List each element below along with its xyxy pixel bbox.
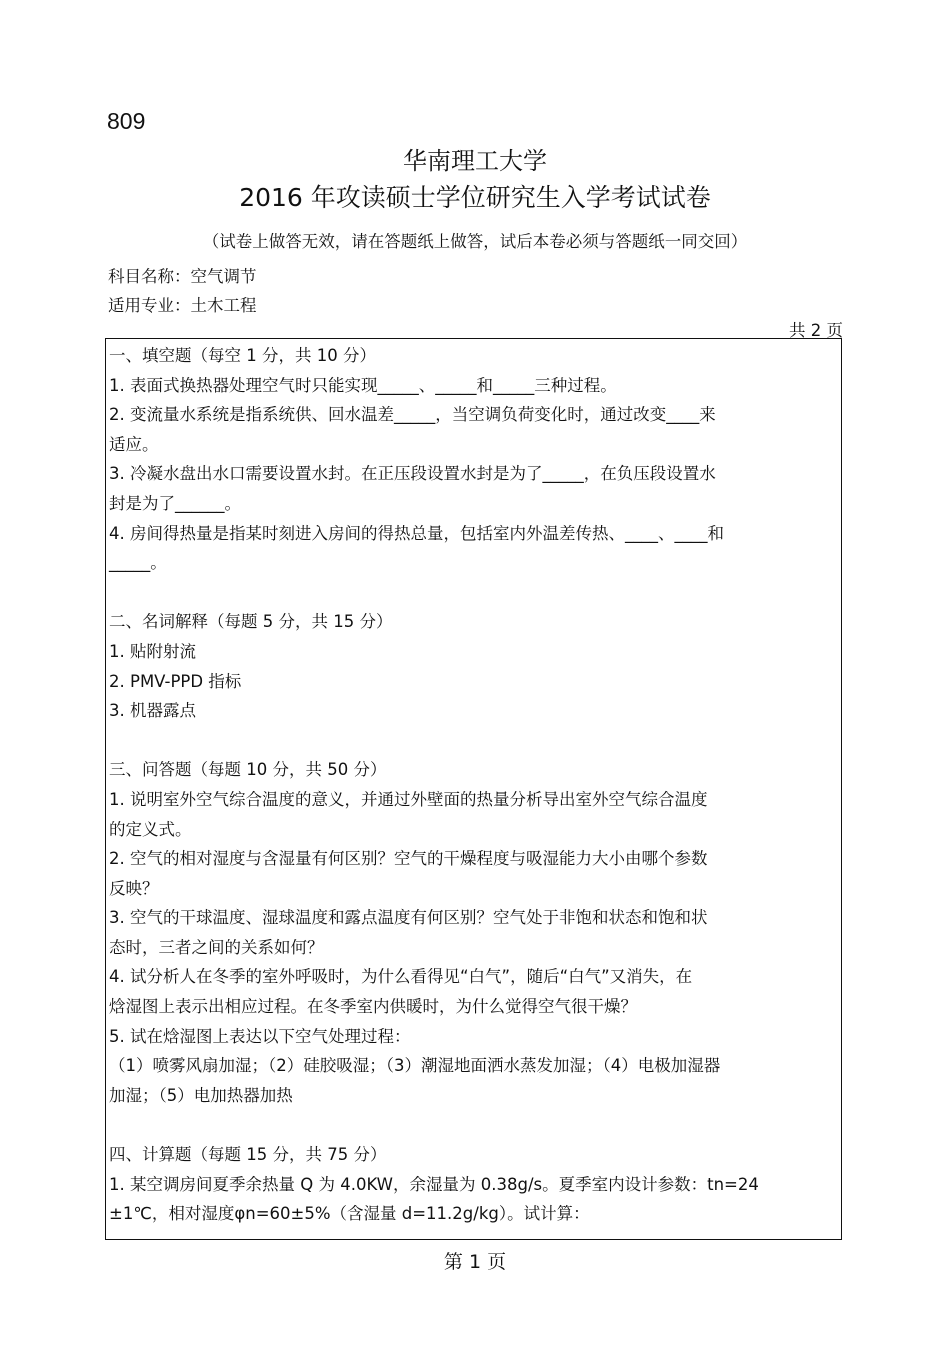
question-line: 2. 空气的相对湿度与含湿量有何区别？空气的干燥程度与吸湿能力大小由哪个参数 xyxy=(109,849,708,869)
question-line: 的定义式。 xyxy=(109,819,192,839)
section-heading: 二、名词解释（每题 5 分，共 15 分） xyxy=(109,612,393,632)
section-spacer xyxy=(109,578,838,608)
section-spacer xyxy=(109,1110,838,1140)
question-line: 1. 贴附射流 xyxy=(109,641,196,661)
question-line: 2. PMV-PPD 指标 xyxy=(109,671,242,691)
section-heading: 一、填空题（每空 1 分，共 10 分） xyxy=(109,346,376,365)
question-line: 3. 机器露点 xyxy=(109,701,196,721)
section-heading: 三、问答题（每题 10 分，共 50 分） xyxy=(109,760,387,780)
question-line: 3. 冷凝水盘出水口需要设置水封。在正压段设置水封是为了_____，在负压段设置水 xyxy=(109,464,716,484)
section-spacer xyxy=(109,726,838,756)
question-line: 封是为了______。 xyxy=(109,493,241,513)
subject-name: 科目名称：空气调节 xyxy=(108,267,257,286)
question-line: 态时，三者之间的关系如何？ xyxy=(109,937,324,957)
question-line: 4. 房间得热量是指某时刻进入房间的得热总量，包括室内外温差传热、____、____和 xyxy=(109,523,724,543)
total-pages: 共 2 页 xyxy=(789,321,843,340)
university-name: 华南理工大学 xyxy=(403,147,547,175)
section-heading: 四、计算题（每题 15 分，共 75 分） xyxy=(109,1145,387,1165)
question-line: 焓湿图上表示出相应过程。在冬季室内供暖时，为什么觉得空气很干燥？ xyxy=(109,997,637,1017)
question-line: 4. 试分析人在冬季的室外呼吸时，为什么看得见“白气”，随后“白气”又消失，在 xyxy=(109,967,693,987)
question-line: 1. 某空调房间夏季余热量 Q 为 4.0KW，余湿量为 0.38g/s。夏季室内设计参数：tn=24 xyxy=(109,1174,759,1194)
question-box xyxy=(105,338,842,1240)
question-line: 适应。 xyxy=(109,434,159,454)
question-line: （1）喷雾风扇加湿；（2）硅胶吸湿；（3）潮湿地面洒水蒸发加湿；（4）电极加湿器 xyxy=(109,1056,721,1076)
applicable-major: 适用专业：土木工程 xyxy=(108,296,257,315)
question-line: 1. 表面式换热器处理空气时只能实现_____、_____和_____三种过程。 xyxy=(109,375,617,395)
page-number: 第 1 页 xyxy=(443,1251,507,1273)
exam-instruction: （试卷上做答无效，请在答题纸上做答，试后本卷必须与答题纸一同交回） xyxy=(202,232,748,251)
question-content xyxy=(109,341,838,1229)
question-line: 3. 空气的干球温度、湿球温度和露点温度有何区别？空气处于非饱和状态和饱和状 xyxy=(109,908,708,928)
question-line: 2. 变流量水系统是指系统供、回水温差_____，当空调负荷变化时，通过改变____来 xyxy=(109,405,716,425)
question-line: _____。 xyxy=(109,553,167,573)
exam-code: 809 xyxy=(107,108,146,134)
question-line: 反映？ xyxy=(109,878,159,898)
question-line: 1. 说明室外空气综合温度的意义，并通过外壁面的热量分析导出室外空气综合温度 xyxy=(109,789,708,809)
question-line: 5. 试在焓湿图上表达以下空气处理过程： xyxy=(109,1026,411,1046)
question-line: ±1℃，相对湿度φn=60±5%（含湿量 d=11.2g/kg）。试计算： xyxy=(109,1204,590,1224)
question-line: 加湿；（5）电加热器加热 xyxy=(109,1085,293,1105)
exam-title: 2016 年攻读硕士学位研究生入学考试试卷 xyxy=(239,183,711,212)
